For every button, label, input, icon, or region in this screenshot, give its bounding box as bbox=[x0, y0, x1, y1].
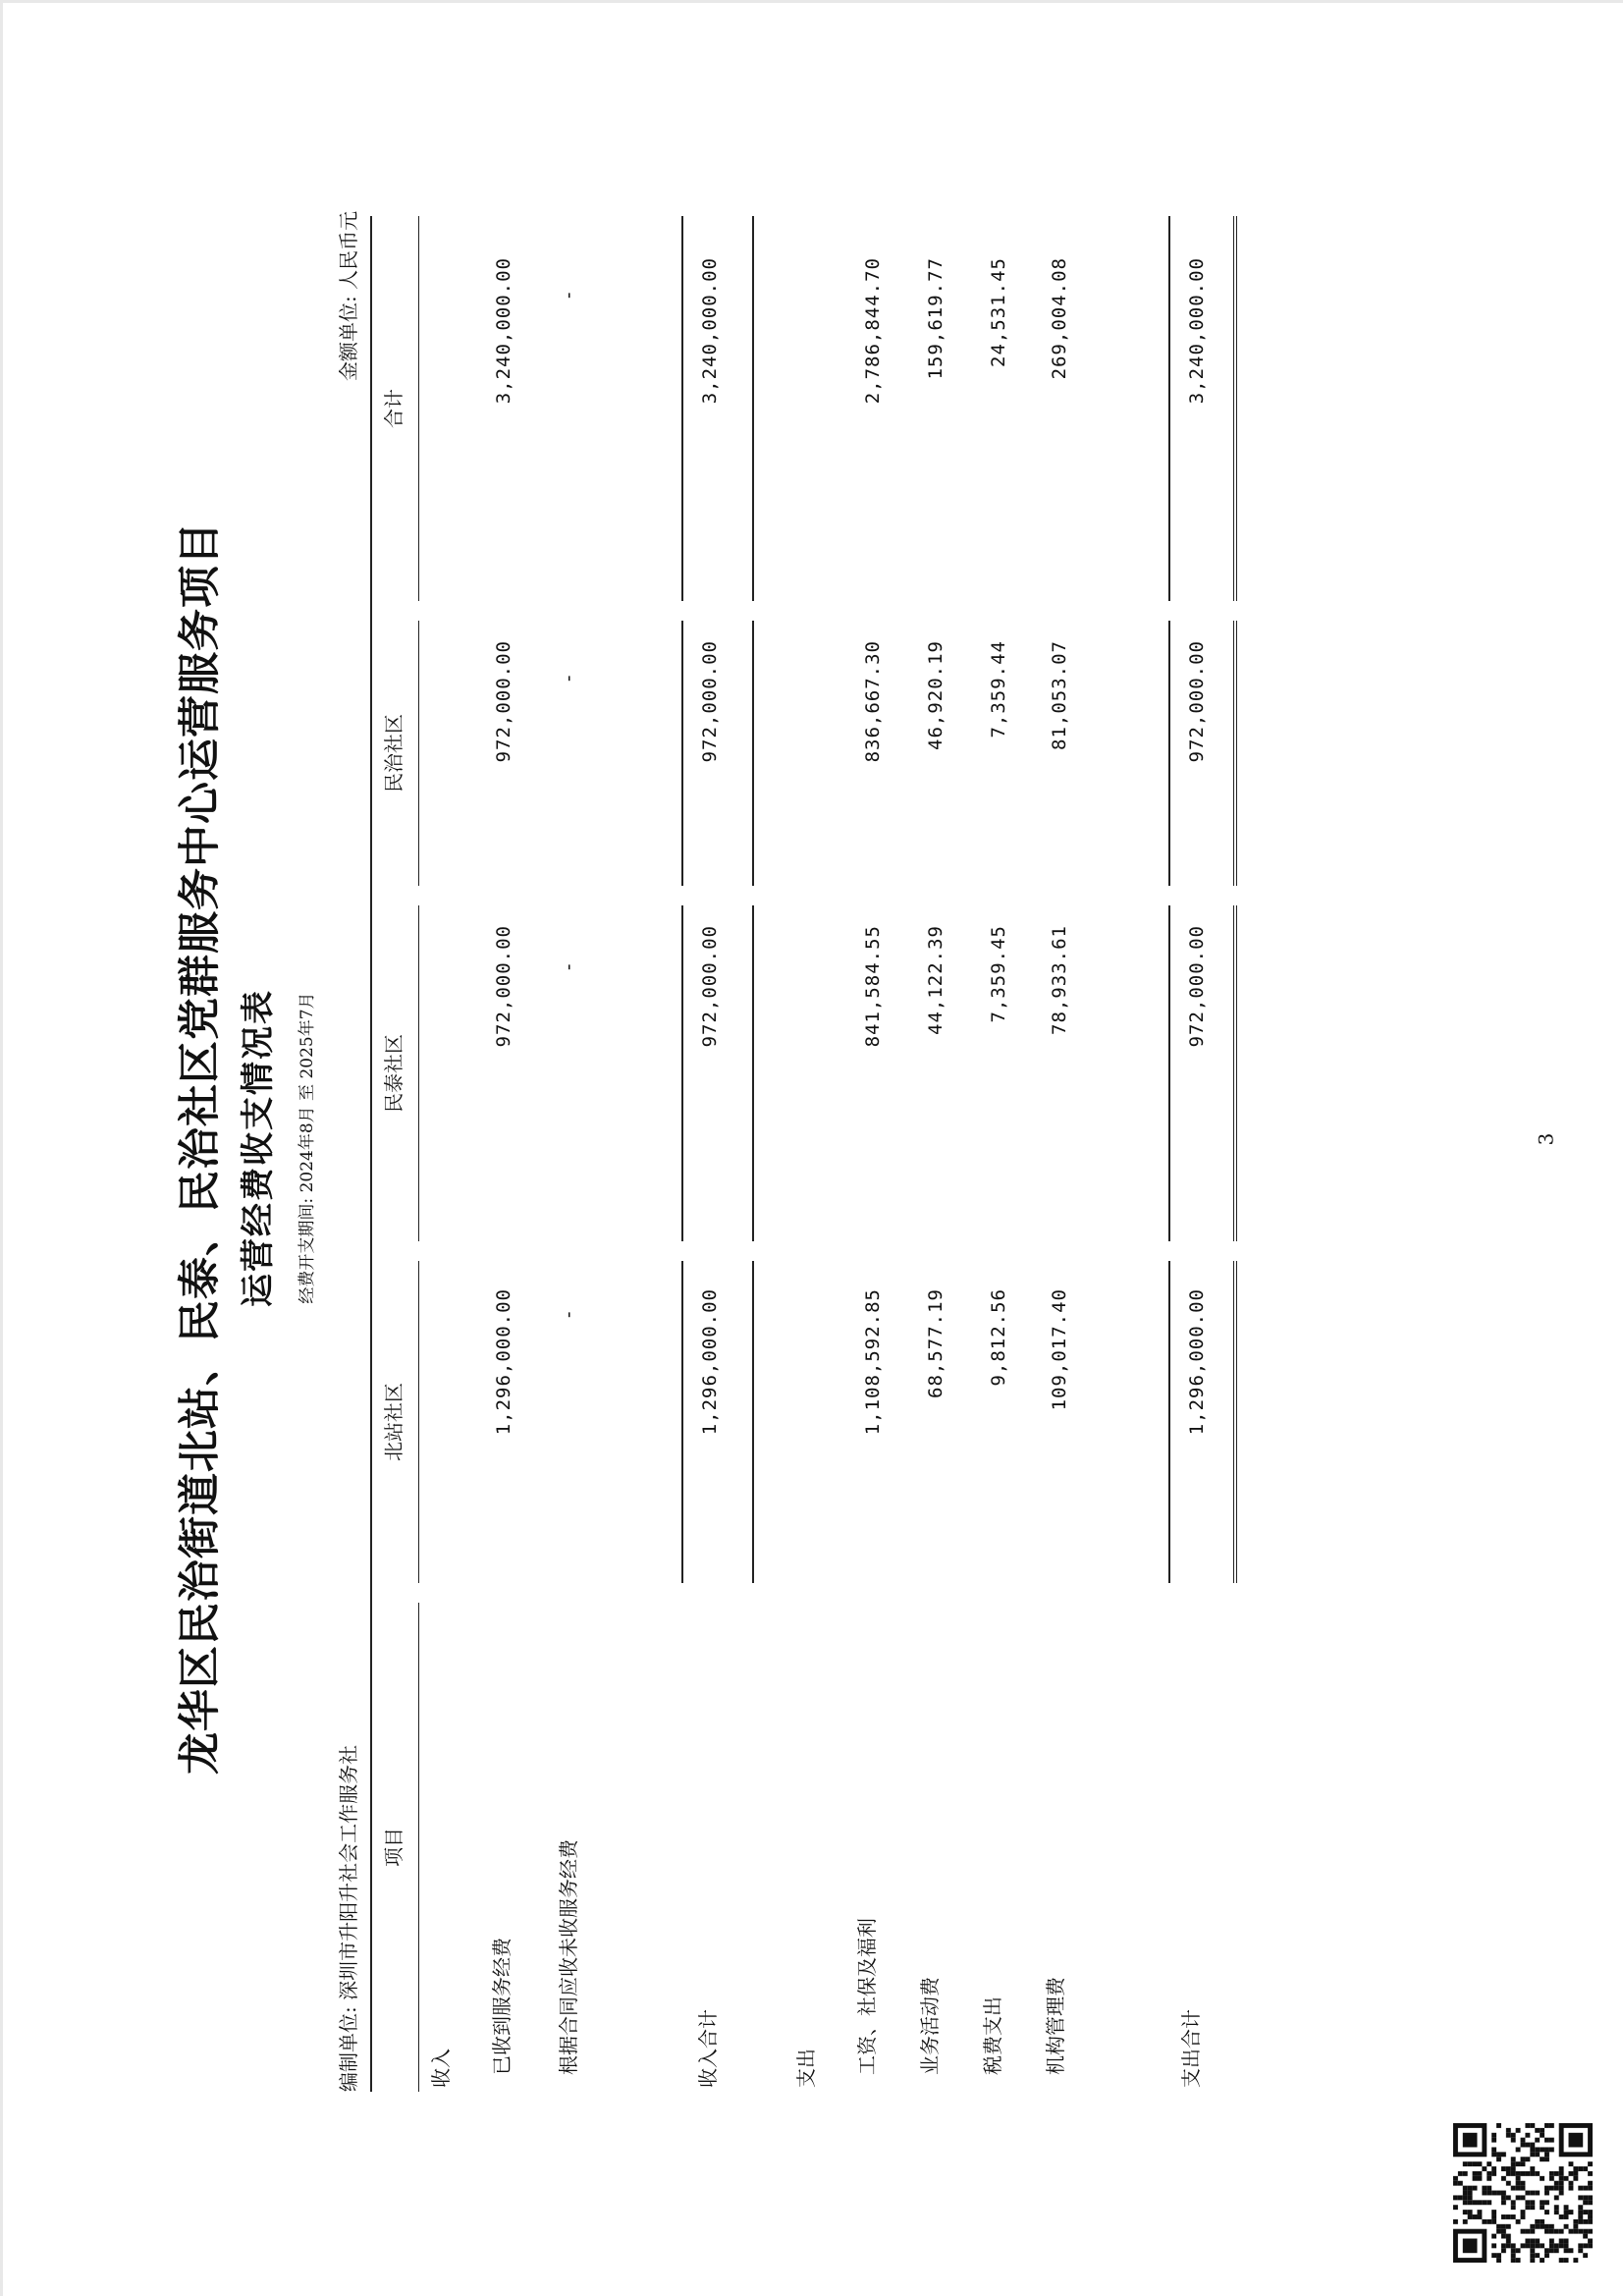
expense-row-value: 7,359.45 bbox=[988, 925, 1009, 1023]
income-total-bottom-rule bbox=[752, 1261, 754, 1583]
expense-row-label: 机构管理费 bbox=[1044, 1977, 1067, 2075]
report-period: 经费开支期间: 2024年8月 至 2025年7月 bbox=[298, 992, 317, 1304]
expense-row-value: 269,004.08 bbox=[1049, 257, 1070, 380]
income-total-bottom-rule bbox=[752, 621, 754, 886]
expense-total-value: 972,000.00 bbox=[1186, 640, 1208, 763]
expense-total-label: 支出合计 bbox=[1179, 2009, 1203, 2088]
column-header-mintai: 民泰社区 bbox=[382, 1034, 406, 1113]
expense-row-value: 44,122.39 bbox=[925, 925, 947, 1035]
expense-row-value: 841,584.55 bbox=[862, 925, 884, 1048]
column-header-beizhan: 北站社区 bbox=[382, 1383, 406, 1461]
income-total-top-rule bbox=[681, 905, 683, 1241]
expense-row-label: 税费支出 bbox=[981, 1996, 1004, 2075]
expense-row-value: 78,933.61 bbox=[1049, 925, 1070, 1035]
qr-code-graphic bbox=[1453, 2123, 1593, 2263]
income-row-value: 972,000.00 bbox=[493, 640, 514, 763]
currency-unit: 金额单位: 人民币元 bbox=[337, 210, 360, 381]
expense-section-label: 支出 bbox=[794, 2049, 818, 2088]
expense-row-value: 159,619.77 bbox=[925, 257, 947, 380]
expense-total-value: 972,000.00 bbox=[1186, 925, 1208, 1048]
income-row-value: - bbox=[558, 289, 579, 301]
income-row-value: - bbox=[558, 960, 579, 973]
header-top-rule bbox=[370, 216, 372, 2092]
expense-total-value: 3,240,000.00 bbox=[1186, 257, 1208, 405]
column-header-item: 项目 bbox=[382, 1828, 406, 1867]
expense-total-double-rule bbox=[1233, 216, 1237, 601]
income-row-value: 1,296,000.00 bbox=[493, 1288, 514, 1436]
header-bottom-rule-mintai bbox=[418, 905, 419, 1241]
income-total-value: 972,000.00 bbox=[699, 925, 721, 1048]
header-bottom-rule-minzhi bbox=[418, 621, 419, 886]
expense-row-value: 9,812.56 bbox=[988, 1288, 1009, 1387]
income-row-label: 已收到服务经费 bbox=[490, 1938, 514, 2075]
qr-code-icon bbox=[1453, 2123, 1593, 2263]
income-row-value: - bbox=[558, 1308, 579, 1321]
income-row-value: 3,240,000.00 bbox=[493, 257, 514, 405]
expense-total-top-rule bbox=[1168, 1261, 1170, 1583]
expense-row-value: 46,920.19 bbox=[925, 640, 947, 750]
income-row-label: 根据合同应收未收服务经费 bbox=[557, 1839, 580, 2075]
expense-total-top-rule bbox=[1168, 216, 1170, 601]
income-total-top-rule bbox=[681, 621, 683, 886]
expense-row-value: 68,577.19 bbox=[925, 1288, 947, 1398]
expense-row-value: 1,108,592.85 bbox=[862, 1288, 884, 1436]
expense-total-double-rule bbox=[1233, 1261, 1237, 1583]
expense-total-double-rule bbox=[1233, 621, 1237, 886]
income-row-value: 972,000.00 bbox=[493, 925, 514, 1048]
report-title: 龙华区民治街道北站、民泰、民治社区党群服务中心运营服务项目 bbox=[176, 521, 225, 1775]
header-bottom-rule-item bbox=[418, 1603, 419, 2092]
income-total-bottom-rule bbox=[752, 216, 754, 601]
income-total-value: 1,296,000.00 bbox=[699, 1288, 721, 1436]
expense-total-value: 1,296,000.00 bbox=[1186, 1288, 1208, 1436]
expense-total-double-rule bbox=[1233, 905, 1237, 1241]
column-header-minzhi: 民治社区 bbox=[382, 714, 406, 793]
header-bottom-rule-beizhan bbox=[418, 1261, 419, 1583]
expense-row-value: 2,786,844.70 bbox=[862, 257, 884, 405]
expense-row-value: 24,531.45 bbox=[988, 257, 1009, 367]
expense-row-value: 7,359.44 bbox=[988, 640, 1009, 738]
income-row-value: - bbox=[558, 672, 579, 684]
income-total-top-rule bbox=[681, 216, 683, 601]
page-number: 3 bbox=[1534, 1132, 1558, 1146]
column-header-total: 合计 bbox=[382, 389, 406, 428]
compiling-unit: 编制单位: 深圳市升阳升社会工作服务社 bbox=[337, 1744, 360, 2092]
income-total-label: 收入合计 bbox=[696, 2009, 720, 2088]
income-total-bottom-rule bbox=[752, 905, 754, 1241]
expense-row-label: 工资、社保及福利 bbox=[855, 1918, 879, 2075]
expense-total-top-rule bbox=[1168, 905, 1170, 1241]
income-total-value: 3,240,000.00 bbox=[699, 257, 721, 405]
expense-row-value: 81,053.07 bbox=[1049, 640, 1070, 750]
expense-total-top-rule bbox=[1168, 621, 1170, 886]
expense-row-label: 业务活动费 bbox=[918, 1977, 942, 2075]
header-bottom-rule-total bbox=[418, 216, 419, 601]
expense-row-value: 836,667.30 bbox=[862, 640, 884, 763]
income-total-top-rule bbox=[681, 1261, 683, 1583]
income-total-value: 972,000.00 bbox=[699, 640, 721, 763]
report-subtitle: 运营经费收支情况表 bbox=[239, 989, 278, 1307]
expense-row-value: 109,017.40 bbox=[1049, 1288, 1070, 1411]
income-section-label: 收入 bbox=[429, 2049, 453, 2088]
